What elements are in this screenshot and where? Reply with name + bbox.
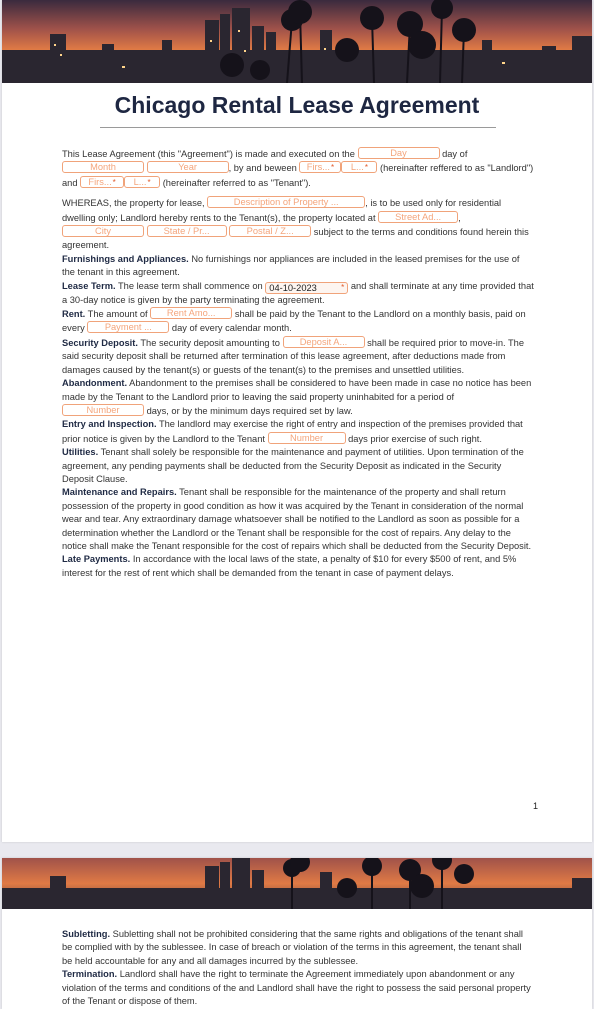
city-skyline-banner bbox=[2, 0, 592, 83]
document-page-2 bbox=[2, 858, 592, 1009]
utilities-clause: Utilities. Tenant shall solely be responsible for the maintenance and payment of utilities. Upon termination of the agreement, any pending payments shall be deducted from the Security Deposit as indicated in the Security Deposit Clause. bbox=[62, 447, 524, 484]
state-province-field[interactable]: State / Pr... bbox=[147, 225, 227, 237]
title-divider bbox=[100, 127, 496, 128]
landlord-last-name-field[interactable]: L...* bbox=[341, 161, 377, 173]
rent-clause: Rent. The amount of Rent Amo... shall be paid by the Tenant to the Landlord on a monthly basis, paid on every Payment ... day of every calendar month. bbox=[62, 308, 526, 334]
termination-clause: Termination. Landlord shall have the right to terminate the Agreement immediately upon abandonment or any violation of the terms and conditions of the and Landlord shall have the right to possess the said personal property of the Tenant or dispose of them. bbox=[62, 969, 531, 1007]
intro-text: , by and beween bbox=[228, 163, 297, 174]
city-skyline-banner bbox=[2, 858, 592, 909]
intro-text: This Lease Agreement (this "Agreement") is made and executed on the bbox=[62, 149, 355, 159]
deposit-amount-field[interactable]: Deposit A... bbox=[283, 336, 365, 348]
intro-text: day of bbox=[442, 149, 468, 159]
tenant-last-name-field[interactable]: L...* bbox=[124, 176, 160, 188]
lease-start-date-field[interactable]: 04-10-2023 * bbox=[265, 282, 348, 294]
payment-day-field[interactable]: Payment ... bbox=[87, 321, 169, 333]
day-field[interactable]: Day bbox=[358, 147, 440, 159]
landlord-first-name-field[interactable]: Firs...* bbox=[299, 161, 341, 173]
page-number: 1 bbox=[532, 801, 538, 811]
postal-zip-field[interactable]: Postal / Z... bbox=[229, 225, 311, 237]
abandonment-days-field[interactable]: Number bbox=[62, 404, 144, 416]
subletting-clause: Subletting. Subletting shall not be prohibited considering that the same rights and obligations of the tenant shall be complied with by the sublessee. In case of breach or violation of the terms in this agreement, the tenant shall be held accountable for any and all damages incurred by the sublessee. bbox=[62, 929, 523, 966]
abandonment-clause: Abandonment. Abandonment to the premises shall be considered to have been made in case no notice has been made by the Tenant to the Landlord prior to leaving the said property uninhabited for a period of Number days, or by the minimum days required set by law. bbox=[62, 378, 532, 416]
property-description-field[interactable]: Description of Property ... bbox=[207, 196, 365, 208]
furnishings-clause: Furnishings and Appliances. No furnishings nor appliances are included in the leased premises for the use of the tenant in this agreement. bbox=[62, 253, 520, 278]
lease-term-clause: Lease Term. The lease term shall commence on 04-10-2023 * and shall terminate at any time provided that a 30-day notice is given by the party terminating the agreement. bbox=[62, 280, 534, 305]
tenant-first-name-field[interactable]: Firs...* bbox=[80, 176, 124, 188]
intro-paragraph bbox=[62, 147, 534, 190]
month-field[interactable]: Month bbox=[62, 161, 144, 173]
document-page-1 bbox=[2, 0, 592, 842]
street-address-field[interactable]: Street Ad... bbox=[378, 211, 458, 223]
intro-text: (hereinafter referred to as "Tenant"). bbox=[162, 177, 311, 188]
notice-days-field[interactable]: Number bbox=[268, 432, 346, 444]
whereas-paragraph: WHEREAS, the property for lease, Description of Property ... , is to be used only for residential dwelling only; Landlord hereby rents to the Tenant(s), the property located at Street Ad... , City State / Pr... Postal / Z... subject to the terms and conditions found herein this agreement. bbox=[62, 197, 529, 251]
year-field[interactable]: Year bbox=[147, 161, 229, 173]
intro-text: (hereinafter reffered to as "Landlord") and bbox=[62, 163, 534, 188]
agreement-body bbox=[62, 147, 534, 580]
maintenance-clause: Maintenance and Repairs. Tenant shall be responsible for the maintenance of the property and shall return possession of the property in good condition as how it was acquired by the Tenant in consideration of the normal wear and tear. Any extraordinary damage whatsoever shall be notified to the Landlord as soon as possible for a determination whether the Landlord or the Tenant shall be responsible for the cost of repairs. Any delay to the notice shall make the Tenant responsible for the cost of repairs which shall be deducted from the Security Deposit. bbox=[62, 487, 532, 551]
late-payments-clause: Late Payments. In accordance with the local laws of the state, a penalty of $10 for every $500 of rent, and 5% interest for the rest of rent which shall be demanded from the tenant in case of payment delays. bbox=[62, 554, 517, 578]
document-title: Chicago Rental Lease Agreement bbox=[114, 92, 480, 118]
entry-inspection-clause: Entry and Inspection. The landlord may exercise the right of entry and inspection of the premises provided that prior notice is given by the Landlord to the Tenant Number days prior exercise of such right. bbox=[62, 419, 523, 444]
city-field[interactable]: City bbox=[62, 225, 144, 237]
agreement-body-continued bbox=[62, 928, 534, 1008]
rent-amount-field[interactable]: Rent Amo... bbox=[150, 307, 232, 319]
security-deposit-clause: Security Deposit. The security deposit amounting to Deposit A... shall be required prior to move-in. The said security deposit shall be returned after termination of this lease agreement, after deductions made from damages caused by the tenant(s) or guests of the tenant(s) to the premises and unsettled utilities. bbox=[62, 336, 525, 375]
